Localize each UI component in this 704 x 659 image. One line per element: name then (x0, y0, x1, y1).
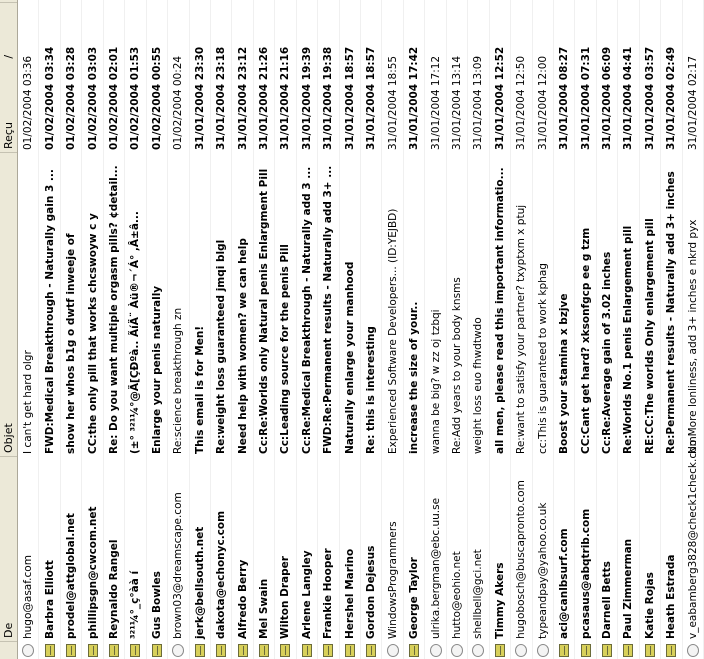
message-subject: FWD:Re:Permanent results - Naturally add 3+ ... (322, 165, 335, 454)
message-from: Darnell Betts (601, 561, 614, 639)
message-from: Frankie Hooper (322, 548, 335, 639)
message-received-date: 31/01/2004 03:57 (643, 46, 656, 150)
message-row[interactable] (618, 0, 639, 659)
unread-envelope-icon (88, 644, 98, 657)
sort-indicator-icon: / (2, 54, 15, 59)
message-from: Heath Estrada (665, 554, 678, 639)
column-header-subject[interactable]: Objet (0, 152, 17, 456)
unread-envelope-icon (130, 644, 140, 657)
message-subject: Enlarge your penis naturally (150, 285, 163, 454)
message-received-date: 31/01/2004 06:09 (601, 46, 614, 150)
message-row[interactable] (125, 0, 146, 659)
message-from: Hershel Marino (343, 548, 356, 639)
message-status-cell (408, 641, 420, 659)
message-received-date: 31/01/2004 19:38 (322, 46, 335, 150)
message-from: aci@canlbsurf.com (558, 528, 571, 639)
message-subject: CC:the only pill that works chcswoyw c y (86, 213, 99, 454)
message-status-cell (644, 641, 656, 659)
message-row[interactable] (640, 0, 661, 659)
message-received-date: 31/01/2004 04:41 (622, 46, 635, 150)
unread-envelope-icon (302, 644, 312, 657)
message-row[interactable] (190, 0, 211, 659)
message-subject: Re:want to satisfy your partner? txyptxm x ptuj (515, 204, 528, 454)
read-message-icon (687, 644, 699, 657)
unread-envelope-icon (238, 644, 248, 657)
message-subject: Re:weight loss guaranteed jmqi blgl (215, 239, 228, 454)
message-list (18, 0, 704, 659)
message-row[interactable] (490, 0, 511, 659)
message-row[interactable] (39, 0, 60, 659)
message-row[interactable] (340, 0, 361, 659)
message-row[interactable] (61, 0, 82, 659)
unread-envelope-icon (195, 644, 205, 657)
message-from: Reynaldo Rangel (107, 539, 120, 639)
message-from: hugo@asaf.com (22, 555, 35, 639)
unread-envelope-icon (623, 644, 633, 657)
message-status-cell (151, 641, 163, 659)
message-status-cell (258, 641, 270, 659)
unread-envelope-icon (345, 644, 355, 657)
message-row[interactable] (254, 0, 275, 659)
read-message-icon (22, 644, 34, 657)
message-from: typeandpay@yahoo.co.uk (536, 502, 549, 639)
message-subject: Cc:Re:Worlds only Natural penis Enlargment Pill (258, 168, 271, 454)
message-from: Gordon Dejesus (365, 545, 378, 639)
message-row[interactable] (147, 0, 168, 659)
message-received-date: 31/01/2004 23:30 (193, 46, 206, 150)
message-status-cell (430, 641, 442, 659)
message-subject: cc:This is guaranteed to work kphag (536, 263, 549, 454)
message-status-cell (601, 641, 613, 659)
message-from: Arlene Langley (300, 550, 313, 639)
unread-envelope-icon (259, 644, 269, 657)
message-status-cell (87, 641, 99, 659)
message-received-date: 31/01/2004 12:00 (536, 55, 549, 150)
unread-envelope-icon (152, 644, 162, 657)
message-received-date: 31/01/2004 02:17 (686, 55, 699, 150)
message-received-date: 31/01/2004 17:42 (408, 46, 421, 150)
message-received-date: 31/01/2004 19:39 (300, 46, 313, 150)
message-status-cell (322, 641, 334, 659)
message-row[interactable] (275, 0, 296, 659)
unread-envelope-icon (666, 644, 676, 657)
message-status-cell (515, 641, 527, 659)
message-status-cell (622, 641, 634, 659)
message-received-date: 31/01/2004 18:55 (386, 55, 399, 150)
read-message-icon (172, 644, 184, 657)
unread-envelope-icon (109, 644, 119, 657)
unread-envelope-icon (366, 644, 376, 657)
message-status-cell (172, 641, 184, 659)
message-received-date: 01/02/2004 02:01 (107, 46, 120, 150)
message-received-date: 31/01/2004 02:49 (665, 46, 678, 150)
message-status-cell (580, 641, 592, 659)
message-row[interactable] (211, 0, 232, 659)
unread-envelope-icon (409, 644, 419, 657)
message-row[interactable] (297, 0, 318, 659)
message-subject: Need help with women? we can help (236, 238, 249, 454)
message-status-cell (279, 641, 291, 659)
message-row[interactable] (425, 0, 446, 659)
message-status-cell (194, 641, 206, 659)
message-subject: I can't get hard olgr (22, 350, 35, 454)
message-subject: Re: Do you want multiple orgasm pills? ¢detail... (107, 165, 120, 454)
message-from: Timmy Akers (493, 562, 506, 639)
message-from: dakota@echonyc.com (215, 510, 228, 639)
unread-envelope-icon (495, 644, 505, 657)
message-subject: weight loss euo fhwdtwdo (472, 317, 485, 454)
unread-envelope-icon (66, 644, 76, 657)
message-row[interactable] (168, 0, 189, 659)
message-received-date: 01/02/2004 03:34 (43, 46, 56, 150)
message-received-date: 31/01/2004 21:26 (258, 46, 271, 150)
message-from: ³²¹¼°_ç°àà í (129, 570, 142, 639)
message-from: brown03@dreamscape.com (172, 492, 185, 639)
message-received-date: 31/01/2004 17:12 (429, 55, 442, 150)
message-row[interactable] (104, 0, 125, 659)
message-subject: Re: this is interesting (365, 326, 378, 454)
message-status-cell (344, 641, 356, 659)
message-subject: Re:science breakthrough zn (172, 307, 185, 454)
message-status-cell (558, 641, 570, 659)
message-status-cell (537, 641, 549, 659)
message-from: hutto@eohio.net (450, 551, 463, 639)
message-received-date: 01/02/2004 00:55 (150, 46, 163, 150)
unread-envelope-icon (280, 644, 290, 657)
message-row[interactable] (361, 0, 382, 659)
column-header-received[interactable] (0, 2, 17, 152)
unread-envelope-icon (645, 644, 655, 657)
message-row[interactable] (533, 0, 554, 659)
message-status-cell (215, 641, 227, 659)
read-message-icon (387, 644, 399, 657)
read-message-icon (515, 644, 527, 657)
message-subject: Cc:Leading source for the penis Pill (279, 244, 292, 454)
message-row[interactable] (661, 0, 682, 659)
message-status-cell (365, 641, 377, 659)
message-from: shellbell@gci.net (472, 549, 485, 639)
message-subject: Cc:Re:Medical Breakthrough - Naturally add 3 ... (300, 166, 313, 454)
message-status-cell (44, 641, 56, 659)
message-subject: Re:Permanent results - Naturally add 3+ inches (665, 171, 678, 454)
message-row[interactable] (554, 0, 575, 659)
message-received-date: 31/01/2004 18:57 (365, 46, 378, 150)
message-received-date: 31/01/2004 13:14 (450, 55, 463, 150)
message-received-date: 01/02/2004 03:36 (22, 55, 35, 150)
message-received-date: 31/01/2004 13:09 (472, 55, 485, 150)
read-message-icon (472, 644, 484, 657)
read-message-icon (430, 644, 442, 657)
message-received-date: 31/01/2004 12:50 (515, 55, 528, 150)
message-status-cell (237, 641, 249, 659)
message-row[interactable] (232, 0, 253, 659)
message-row[interactable] (468, 0, 489, 659)
message-subject: (±° ³²¹¼°@Ä[ÇÐºà.. ÃíÄ¨ Àü®¬´Á° ,Â±â... (129, 211, 142, 454)
message-status-cell (387, 641, 399, 659)
column-header-received-label: Reçu (2, 122, 15, 149)
unread-envelope-icon (45, 644, 55, 657)
message-subject: No More lonliness, add 3+ inches e nkrd pyx (686, 219, 699, 454)
message-status-cell (22, 641, 34, 659)
message-subject: CC:Cant get hard? xksonfgcp ee g tzm (579, 227, 592, 454)
column-header-icon[interactable] (0, 641, 17, 659)
message-from: WindowsProgrammers (386, 521, 399, 639)
message-from: v_eabamberg3828@check1check.com (686, 436, 699, 639)
message-row[interactable] (683, 0, 704, 659)
message-from: prodel@attglobal.net (65, 513, 78, 639)
message-row[interactable] (318, 0, 339, 659)
message-from: Gus Bowles (150, 571, 163, 639)
message-received-date: 31/01/2004 23:18 (215, 46, 228, 150)
message-status-cell (472, 641, 484, 659)
message-subject: all men, please read this important informatio... (493, 167, 506, 454)
column-header-bar (0, 0, 18, 659)
message-subject: FWD:Medical Breakthrough - Naturally gain 3 ... (43, 169, 56, 454)
message-subject: wanna be big? w zz oj tzbqi (429, 309, 442, 454)
message-received-date: 31/01/2004 12:52 (493, 46, 506, 150)
message-row[interactable] (82, 0, 103, 659)
message-from: jerk@bellsouth.net (193, 526, 206, 639)
message-from: Barbra Elliott (43, 560, 56, 639)
message-from: Paul Zimmerman (622, 538, 635, 639)
message-subject: RE:CC:The worlds Only enlargement pill (643, 218, 656, 454)
message-from: phillipsgn@cwcom.net (86, 506, 99, 639)
message-from: Alfredo Berry (236, 559, 249, 639)
message-status-cell (129, 641, 141, 659)
message-subject: Re:Worlds No.1 penis Enlargement pill (622, 225, 635, 454)
message-row[interactable] (597, 0, 618, 659)
message-row[interactable] (404, 0, 425, 659)
unread-envelope-icon (602, 644, 612, 657)
message-subject: Cc:Re:Average gain of 3.02 inches (601, 251, 614, 454)
unread-envelope-icon (323, 644, 333, 657)
message-from: Katie Rojas (643, 572, 656, 639)
column-header-from[interactable]: De (0, 456, 17, 641)
message-subject: This email is for Men! (193, 325, 206, 454)
message-row[interactable] (575, 0, 596, 659)
unread-envelope-icon (581, 644, 591, 657)
message-from: Wilton Draper (279, 556, 292, 639)
message-from: pcasaus@abqtrib.com (579, 508, 592, 639)
message-received-date: 31/01/2004 08:27 (558, 46, 571, 150)
message-status-cell (301, 641, 313, 659)
message-row[interactable] (511, 0, 532, 659)
message-from: George Taylor (408, 557, 421, 639)
unread-envelope-icon (559, 644, 569, 657)
message-status-cell (451, 641, 463, 659)
unread-envelope-icon (216, 644, 226, 657)
message-received-date: 01/02/2004 01:53 (129, 46, 142, 150)
message-received-date: 01/02/2004 03:03 (86, 46, 99, 150)
message-status-cell (665, 641, 677, 659)
message-status-cell (108, 641, 120, 659)
message-received-date: 31/01/2004 21:16 (279, 46, 292, 150)
message-from: Mel Swain (258, 578, 271, 639)
message-status-cell (494, 641, 506, 659)
message-subject: Re:Add years to your body knsms (450, 277, 463, 454)
message-row[interactable] (18, 0, 39, 659)
message-status-cell (687, 641, 699, 659)
message-received-date: 31/01/2004 18:57 (343, 46, 356, 150)
read-message-icon (537, 644, 549, 657)
message-from: ulrika.bergman@ebc.uu.se (429, 497, 442, 639)
message-from: hugobosch@buscapronto.com (515, 480, 528, 639)
message-received-date: 31/01/2004 07:31 (579, 46, 592, 150)
read-message-icon (451, 644, 463, 657)
message-row[interactable] (382, 0, 403, 659)
message-received-date: 01/02/2004 00:24 (172, 55, 185, 150)
message-received-date: 31/01/2004 23:12 (236, 46, 249, 150)
message-subject: Naturally enlarge your manhood (343, 261, 356, 454)
message-subject: show her whos b1g o dwtf inweeje of (65, 233, 78, 454)
message-subject: increase the size of your.. (408, 301, 421, 454)
message-status-cell (65, 641, 77, 659)
message-subject: Experienced Software Developers... (ID:YEJBD) (386, 208, 399, 454)
message-subject: Boost your stamina x bzjve (558, 293, 571, 454)
message-row[interactable] (447, 0, 468, 659)
message-received-date: 01/02/2004 03:28 (65, 46, 78, 150)
